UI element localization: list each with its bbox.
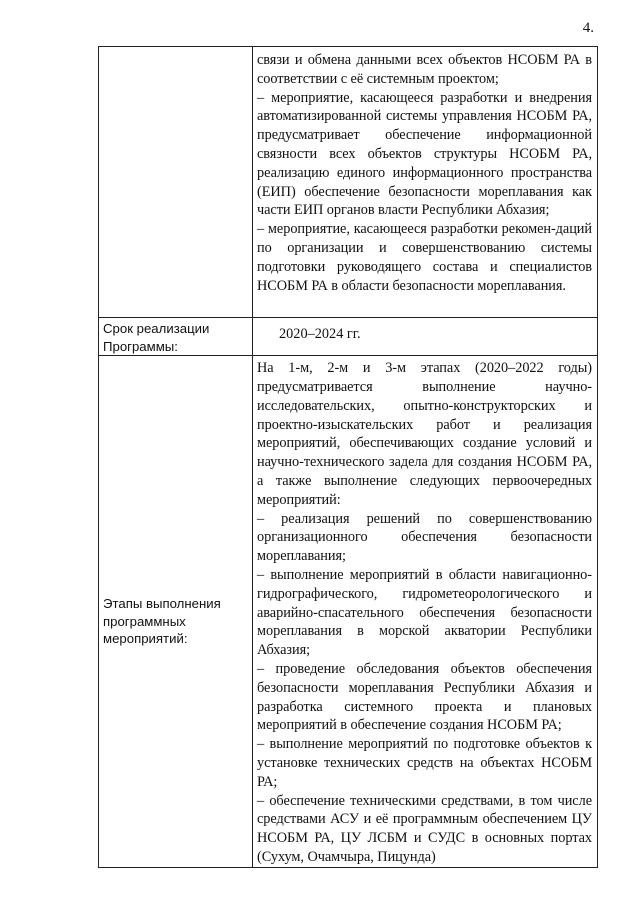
label-cell-stages [99,356,253,868]
program-passport-table [98,46,598,868]
paragraph: – обеспечение техническими средствами, в том числе средствами АСУ и её программным обеспечением ЦУ НСОБМ РА, ЦУ ЛСБМ и СУДС в основных портах (Сухум, Очамчыра, Пицунда) [257,792,592,865]
content-cell-measures [253,47,598,318]
period-value: 2020–2024 гг. [279,326,361,342]
table-row-stages [99,356,598,868]
paragraph: связи и обмена данными всех объектов НСОБМ РА в соответствии с её системным проектом; [257,52,592,87]
paragraph: – реализация решений по совершенствованию организационного обеспечения безопасности мореплавания; [257,510,592,565]
paragraph: – выполнение мероприятий по подготовке объектов к установке технических средств на объектах НСОБМ РА; [257,736,592,790]
paragraph: На 1-м, 2-м и 3-м этапах (2020–2022 годы) предусматривается выполнение научно-исследовательских, опытно-конструкторских и проектно-изыскательских работ и реализация мероприятий, обеспечивающих создание условий и научно-технического задела для создания НСОБМ РА, а также выполнение следующих первоочередных мероприятий: [257,360,592,508]
paragraph: – мероприятие, касающееся разработки и внедрения автоматизированной системы управления НСОБМ РА, предусматривает обеспечение информационной связности всех объектов структуры НСОБМ РА, реализацию единого информационного пространства (ЕИП) обеспечение безопасности мореплавания как части ЕИП органов власти Республики Абхазия; [257,89,592,219]
page-number: 4. [582,20,594,36]
content-cell-stages [253,356,598,868]
table-row-period [99,318,598,356]
content-cell-period [253,318,598,356]
row-label: Срок реализации Программы: [103,321,210,354]
label-cell-period [99,318,253,356]
paragraph: – выполнение мероприятий в области навигационно-гидрографического, гидрометеорологического и аварийно-спасательного обеспечения безопасности мореплавания в морской акватории Республики Абхазия; [257,566,592,659]
row-label: Этапы выполнения программных мероприятий: [103,596,221,647]
label-cell-empty [99,47,253,318]
paragraph: – мероприятие, касающееся разработки рекомен-даций по организации и совершенствованию системы подготовки руководящего состава и специалистов НСОБМ РА в области безопасности мореплавания. [257,221,592,294]
paragraph: – проведение обследования объектов обеспечения безопасности мореплавания Республики Абхазия и разработка системного проекта и плановых мероприятий в обеспечение создания НСОБМ РА; [257,660,592,734]
table-row-measures-continued [99,47,598,318]
